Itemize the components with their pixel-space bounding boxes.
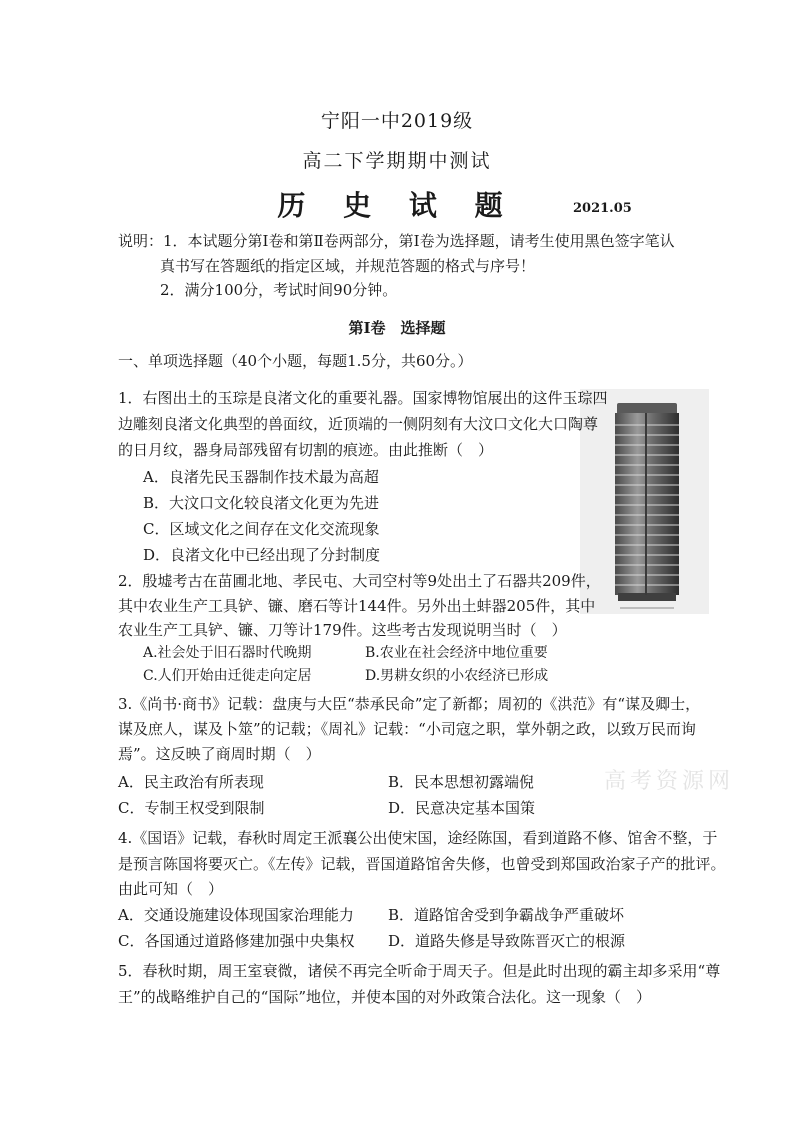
q4-option-c[interactable]: C．各国通过道路修建加强中央集权 [118,932,355,950]
part-title: 一、单项选择题（40个小题，每题1.5分，共60分。） [118,352,473,370]
q4-line-1: 4.《国语》记载，春秋时周定王派襄公出使宋国，途经陈国，看到道路不修、馆舍不整，于 [118,829,718,847]
q3-line-2: 谋及庶人，谋及卜筮”的记载；《周礼》记载：“小司寇之职，掌外朝之政，以致万民而询 [118,720,696,738]
q1-line-3: 的日月纹，器身局部残留有切割的痕迹。由此推断（ ） [118,441,494,459]
exam-name: 高二下学期期中测试 [302,150,492,172]
q2-option-b[interactable]: B.农业在社会经济中地位重要 [365,645,548,661]
q1-option-a[interactable]: A．良渚先民玉器制作技术最为高超 [143,468,379,486]
q2-option-d[interactable]: D.男耕女织的小农经济已形成 [365,668,549,684]
q1-option-c[interactable]: C．区域文化之间存在文化交流现象 [143,520,380,538]
q5-line-1: 5．春秋时期，周王室衰微，诸侯不再完全听命于周天子。但是此时出现的霸主却多采用“尊 [118,962,721,980]
q4-option-b[interactable]: B．道路馆舍受到争霸战争严重破坏 [388,906,625,924]
exam-date: 2021.05 [573,201,632,216]
q3-option-d[interactable]: D．民意决定基本国策 [388,799,536,817]
page-title: 历 史 试 题 [277,189,517,222]
instruction-line-3: 2．满分100分，考试时间90分钟。 [160,281,398,299]
instruction-line-1: 说明：1．本试题分第Ⅰ卷和第Ⅱ卷两部分，第Ⅰ卷为选择题，请考生使用黑色签字笔认 [118,232,675,250]
q3-line-1: 3.《尚书·商书》记载：盘庚与大臣“恭承民命”定了新都；周初的《洪范》有“谋及卿士， [118,695,701,713]
q1-line-1: 1．右图出土的玉琮是良渚文化的重要礼器。国家博物馆展出的这件玉琮四 [118,389,608,407]
q4-line-3: 由此可知（ ） [118,880,224,898]
q2-line-3: 农业生产工具铲、镰、刀等计179件。这些考古发现说明当时（ ） [118,621,567,639]
q2-line-2: 其中农业生产工具铲、镰、磨石等计144件。另外出土蚌器205件，其中 [118,597,596,615]
school-name: 宁阳一中2019级 [320,110,474,132]
q4-option-a[interactable]: A．交通设施建设体现国家治理能力 [118,906,354,924]
q2-option-c[interactable]: C.人们开始由迁徙走向定居 [143,668,312,684]
q1-option-d[interactable]: D．良渚文化中已经出现了分封制度 [143,546,381,564]
instruction-line-2: 真书写在答题纸的指定区域，并规范答题的格式与序号！ [160,257,536,275]
q3-option-b[interactable]: B．民本思想初露端倪 [388,773,535,791]
q2-option-a[interactable]: A.社会处于旧石器时代晚期 [143,645,312,661]
q3-option-c[interactable]: C．专制王权受到限制 [118,799,265,817]
q2-line-1: 2．殷墟考古在苗圃北地、孝民屯、大司空村等9处出土了石器共209件， [118,572,601,590]
section-title: 第Ⅰ卷 选择题 [348,319,446,337]
q1-option-b[interactable]: B．大汶口文化较良渚文化更为先进 [143,494,380,512]
q4-option-d[interactable]: D．道路失修是导致陈晋灭亡的根源 [388,932,626,950]
q4-line-2: 是预言陈国将要灭亡。《左传》记载，晋国道路馆舍失修，也曾受到郑国政治家子产的批评。 [118,855,726,873]
q5-line-2: 王”的战略维护自己的“国际”地位，并使本国的对外政策合法化。这一现象（ ） [118,988,652,1006]
q3-option-a[interactable]: A．民主政治有所表现 [118,773,264,791]
watermark: 高考资源网 [604,769,735,794]
q3-line-3: 焉”。这反映了商周时期（ ） [118,745,321,763]
q1-line-2: 边雕刻良渚文化典型的兽面纹，近顶端的一侧阴刻有大汶口文化大口陶尊 [118,415,599,433]
